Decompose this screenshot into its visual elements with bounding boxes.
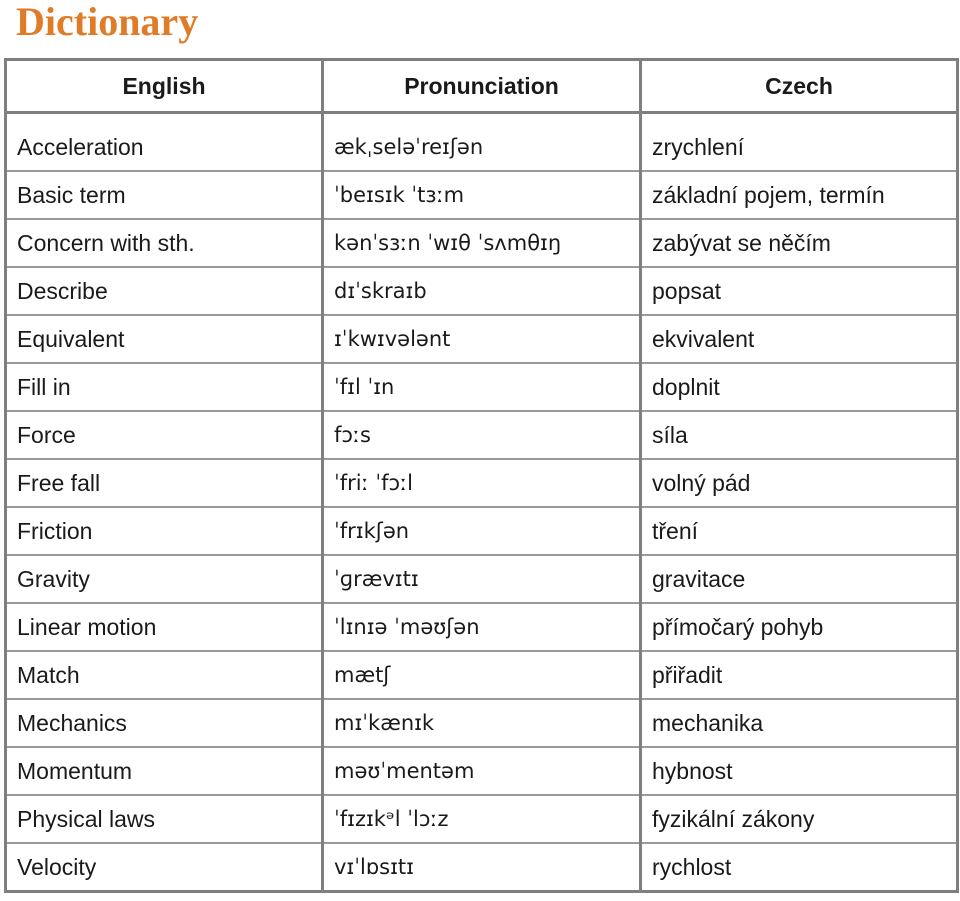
dictionary-table <box>4 58 959 893</box>
table-row <box>6 843 958 892</box>
table-row <box>6 507 958 555</box>
pronunciation-cell: ɪˈkwɪvələnt <box>323 315 641 363</box>
pronunciation-cell: mɪˈkænɪk <box>323 699 641 747</box>
czech-cell: zabývat se něčím <box>641 219 958 267</box>
english-cell: Equivalent <box>6 315 323 363</box>
column-header-english: English <box>6 60 323 113</box>
english-cell: Physical laws <box>6 795 323 843</box>
pronunciation-cell: ˈbeɪsɪk ˈtɜːm <box>323 171 641 219</box>
pronunciation-cell: ˈlɪnɪə ˈməʊʃən <box>323 603 641 651</box>
english-cell: Friction <box>6 507 323 555</box>
pronunciation-cell: ˈfriː ˈfɔːl <box>323 459 641 507</box>
table-row <box>6 603 958 651</box>
english-cell: Mechanics <box>6 699 323 747</box>
pronunciation-cell: kənˈsɜːn ˈwɪθ ˈsʌmθɪŋ <box>323 219 641 267</box>
czech-cell: síla <box>641 411 958 459</box>
czech-cell: mechanika <box>641 699 958 747</box>
pronunciation-cell: vɪˈlɒsɪtɪ <box>323 843 641 892</box>
table-row <box>6 747 958 795</box>
table-row <box>6 267 958 315</box>
english-cell: Basic term <box>6 171 323 219</box>
pronunciation-cell: ˈfɪl ˈɪn <box>323 363 641 411</box>
czech-cell: zrychlení <box>641 113 958 172</box>
table-header-row <box>6 60 958 113</box>
table-row <box>6 411 958 459</box>
czech-cell: přiřadit <box>641 651 958 699</box>
pronunciation-cell: mætʃ <box>323 651 641 699</box>
czech-cell: ekvivalent <box>641 315 958 363</box>
table-row <box>6 363 958 411</box>
czech-cell: tření <box>641 507 958 555</box>
english-cell: Describe <box>6 267 323 315</box>
page-title: Dictionary <box>16 0 199 44</box>
czech-cell: základní pojem, termín <box>641 171 958 219</box>
pronunciation-cell: ˈfɪzɪkᵊl ˈlɔːz <box>323 795 641 843</box>
pronunciation-cell: dɪˈskraɪb <box>323 267 641 315</box>
czech-cell: přímočarý pohyb <box>641 603 958 651</box>
table-row <box>6 219 958 267</box>
english-cell: Linear motion <box>6 603 323 651</box>
czech-cell: rychlost <box>641 843 958 892</box>
table-row <box>6 171 958 219</box>
column-header-pronunciation: Pronunciation <box>323 60 641 113</box>
table-row <box>6 795 958 843</box>
pronunciation-cell: ækˌseləˈreɪʃən <box>323 113 641 172</box>
czech-cell: doplnit <box>641 363 958 411</box>
czech-cell: hybnost <box>641 747 958 795</box>
czech-cell: gravitace <box>641 555 958 603</box>
table-row <box>6 651 958 699</box>
english-cell: Force <box>6 411 323 459</box>
pronunciation-cell: fɔːs <box>323 411 641 459</box>
english-cell: Free fall <box>6 459 323 507</box>
english-cell: Acceleration <box>6 113 323 172</box>
pronunciation-cell: ˈfrɪkʃən <box>323 507 641 555</box>
pronunciation-cell: ˈɡrævɪtɪ <box>323 555 641 603</box>
czech-cell: volný pád <box>641 459 958 507</box>
czech-cell: fyzikální zákony <box>641 795 958 843</box>
english-cell: Concern with sth. <box>6 219 323 267</box>
table-row <box>6 699 958 747</box>
english-cell: Fill in <box>6 363 323 411</box>
table-row <box>6 459 958 507</box>
english-cell: Velocity <box>6 843 323 892</box>
column-header-czech: Czech <box>641 60 958 113</box>
english-cell: Match <box>6 651 323 699</box>
czech-cell: popsat <box>641 267 958 315</box>
english-cell: Gravity <box>6 555 323 603</box>
pronunciation-cell: məʊˈmentəm <box>323 747 641 795</box>
table-row <box>6 113 958 172</box>
english-cell: Momentum <box>6 747 323 795</box>
table-row <box>6 315 958 363</box>
table-row <box>6 555 958 603</box>
